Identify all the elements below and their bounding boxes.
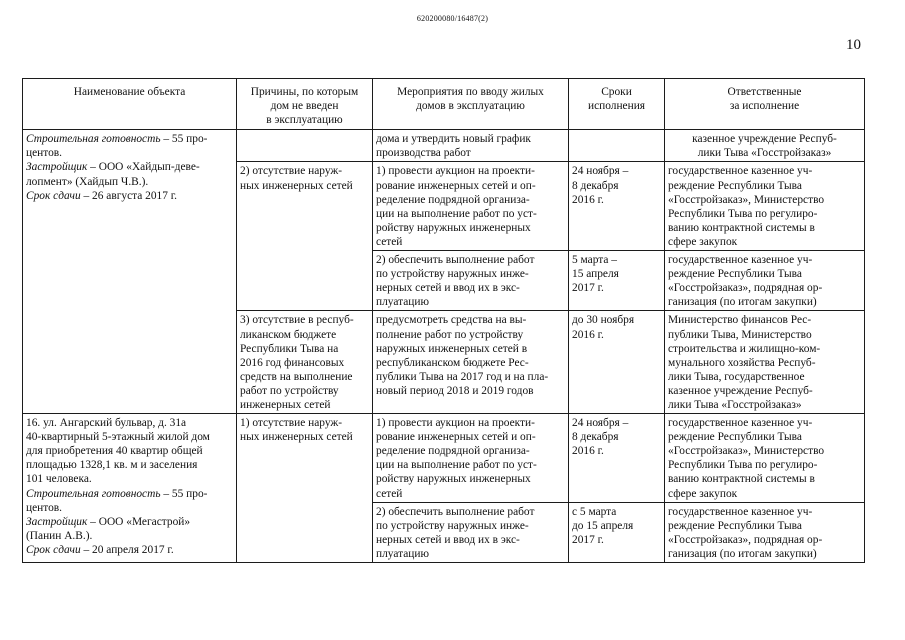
cell-line: рование инженерных сетей и оп- [376, 179, 536, 192]
cell-line: ции на выполнение работ по уст- [376, 207, 537, 220]
responsible-cell [665, 162, 865, 251]
cell-line: 2016 г. [572, 445, 604, 458]
cell-line: 40-квартирный 5-этажный жилой дом [26, 431, 210, 444]
cell-line: сфере закупок [668, 487, 738, 500]
cell-line: в эксплуатацию [266, 114, 343, 127]
cell-line: лики Тыва, государственное [668, 370, 805, 383]
developer-value: – ООО «Мегастрой» [87, 515, 191, 528]
cell-line: сетей [376, 235, 403, 248]
measure-cell [373, 414, 569, 503]
cell-line: нерных сетей и ввод их в экс- [376, 282, 520, 295]
cell-line: полнение работ по устройству [376, 328, 524, 341]
cell-line: государственное казенное уч- [668, 165, 813, 178]
cell-line: 5 марта – [572, 254, 617, 267]
cell-line: работ по устройству [240, 384, 339, 397]
cell-line: 2) обеспечить выполнение работ [376, 505, 535, 518]
term-cell [569, 311, 665, 414]
cell-line: ции на выполнение работ по уст- [376, 459, 537, 472]
responsible-cell [665, 502, 865, 562]
document-id: 620200080/16487(2) [416, 14, 489, 23]
cell-line: ных инженерных сетей [240, 431, 353, 444]
cell-line: Причины, по которым [250, 86, 359, 98]
cell-line: дом не введен [270, 100, 339, 113]
cell-line: 8 декабря [572, 431, 619, 444]
cell-line: реждение Республики Тыва [668, 268, 802, 281]
cell-line: нерных сетей и ввод их в экс- [376, 533, 520, 546]
cell-line: Наименование объекта [73, 86, 186, 98]
cell-line: публики Тыва, Министерство [668, 328, 812, 341]
cell-line: ганизация (по итогам закупки) [668, 547, 817, 560]
cell-line: 8 декабря [572, 179, 619, 192]
cell-line: публики Тыва на 2017 год и на пла- [376, 370, 549, 383]
cell-line: новый период 2018 и 2019 годов [376, 384, 534, 397]
header-responsible [665, 79, 865, 130]
cell-line: Республики Тыва по регулиро- [668, 459, 818, 472]
term-cell [569, 162, 665, 251]
cell-line: 3) отсутствие в респуб- [240, 314, 354, 327]
cell-line: домов в эксплуатацию [416, 100, 525, 113]
cell-line: с 5 марта [572, 505, 617, 518]
cell-line: наружных инженерных сетей в [376, 342, 528, 355]
object-address [26, 416, 233, 486]
developer-label: Застройщик [26, 515, 88, 528]
cell-line: 101 человека. [26, 473, 92, 486]
cell-line: предусмотреть средства на вы- [376, 314, 527, 327]
cell-line: Сроки [601, 86, 632, 98]
reason-cell [237, 130, 373, 162]
cell-line: казенное учреждение Респуб- [668, 384, 813, 397]
table-row [23, 130, 865, 162]
cell-line: сетей [376, 487, 403, 500]
cell-line: до 15 апреля [572, 519, 634, 532]
cell-line: ройству наружных инженерных [376, 473, 531, 486]
cell-line: ганизация (по итогам закупки) [668, 296, 817, 309]
deadline-label: Срок сдачи [26, 543, 81, 556]
cell-line: Ответственные [727, 86, 802, 98]
cell-line: ройству наружных инженерных [376, 221, 531, 234]
cell-line: исполнения [587, 100, 646, 113]
measure-cell [373, 502, 569, 562]
cell-line: Министерство финансов Рес- [668, 314, 812, 327]
reason-cell [237, 162, 373, 311]
cell-line: Республики Тыва на [240, 342, 339, 355]
cell-line: «Госстройзаказ», Министерство [668, 445, 825, 458]
cell-line: реждение Республики Тыва [668, 519, 802, 532]
cell-line: Мероприятия по вводу жилых [397, 86, 544, 98]
cell-line: 24 ноября – [572, 417, 629, 430]
readiness-label: Строительная готовность [26, 133, 161, 146]
cell-line: 2016 год финансовых [240, 356, 345, 369]
cell-line: инженерных сетей [240, 398, 331, 411]
readiness-value: – 55 про- [160, 487, 208, 500]
measure-cell [373, 311, 569, 414]
cell-line: сфере закупок [668, 235, 738, 248]
deadline-label: Срок сдачи [26, 189, 81, 202]
cell-line: 2) обеспечить выполнение работ [376, 254, 535, 267]
term-cell [569, 130, 665, 162]
cell-line: ликанском бюджете [240, 328, 337, 341]
cell-line: 2017 г. [572, 282, 604, 295]
developer-label: Застройщик [26, 161, 88, 174]
term-cell [569, 414, 665, 503]
cell-line: 1) провести аукцион на проекти- [376, 165, 535, 178]
header-measures [373, 79, 569, 130]
cell-line: государственное казенное уч- [668, 505, 813, 518]
measure-cell [373, 162, 569, 251]
cell-line: средств на выполнение [240, 370, 353, 383]
cell-line: площадью 1328,1 кв. м и заселения [26, 459, 198, 472]
cell-line: по устройству наружных инже- [376, 268, 529, 281]
cell-line: лики Тыва «Госстройзаказ» [697, 147, 832, 160]
developer-value: – ООО «Хайдып-деве- [87, 161, 200, 174]
cell-line: республиканском бюджете Рес- [376, 356, 529, 369]
cell-line: 2017 г. [572, 533, 604, 546]
readiness-value-cont: центов. [26, 147, 62, 160]
cell-line: Республики Тыва по регулиро- [668, 207, 818, 220]
cell-line: «Госстройзаказ», Министерство [668, 193, 825, 206]
responsible-cell [665, 130, 865, 162]
cell-line: рование инженерных сетей и оп- [376, 431, 536, 444]
object-cell [23, 414, 237, 563]
cell-line: плуатацию [376, 296, 429, 309]
responsible-cell [665, 251, 865, 311]
header-object-name [23, 79, 237, 130]
cell-line: лики Тыва «Госстройзаказ» [668, 398, 802, 411]
cell-line: государственное казенное уч- [668, 254, 813, 267]
responsible-cell [665, 414, 865, 503]
readiness-value: – 55 про- [160, 133, 208, 146]
page-number: 10 [846, 37, 861, 53]
cell-line: казенное учреждение Респуб- [692, 133, 837, 146]
cell-line: плуатацию [376, 547, 429, 560]
cell-line: ределение подрядной организа- [376, 445, 530, 458]
measure-cell [373, 251, 569, 311]
header-row [23, 79, 865, 130]
developer-value-cont: лопмент» (Хайдып Ч.В.). [26, 175, 149, 188]
header-reasons [237, 79, 373, 130]
cell-line: 2) отсутствие наруж- [240, 165, 343, 178]
events-table [22, 78, 865, 563]
developer-value-cont: (Панин А.В.). [26, 529, 93, 542]
cell-line: ных инженерных сетей [240, 179, 353, 192]
cell-line: производства работ [376, 147, 471, 160]
cell-line: реждение Республики Тыва [668, 179, 802, 192]
cell-line: «Госстройзаказ», подрядная ор- [668, 282, 823, 295]
cell-line: ванию контрактной системы в [668, 473, 815, 486]
cell-line: по устройству наружных инже- [376, 519, 529, 532]
cell-line: 1) провести аукцион на проекти- [376, 417, 535, 430]
cell-line: 2016 г. [572, 328, 604, 341]
object-cell [23, 130, 237, 414]
table-row [23, 414, 865, 503]
reason-cell [237, 414, 373, 563]
deadline-value: – 26 августа 2017 г. [80, 189, 178, 202]
readiness-value-cont: центов. [26, 501, 62, 514]
cell-line: строительства и жилищно-ком- [668, 342, 821, 355]
cell-line: ванию контрактной системы в [668, 221, 815, 234]
cell-line: 2016 г. [572, 193, 604, 206]
header-terms [569, 79, 665, 130]
deadline-value: – 20 апреля 2017 г. [80, 543, 174, 556]
cell-line: 1) отсутствие наруж- [240, 417, 343, 430]
cell-line: мунального хозяйства Респуб- [668, 356, 816, 369]
cell-line: для приобретения 40 квартир общей [26, 445, 203, 458]
cell-line: ределение подрядной организа- [376, 193, 530, 206]
responsible-cell [665, 311, 865, 414]
readiness-label: Строительная готовность [26, 487, 161, 500]
cell-line: 24 ноября – [572, 165, 629, 178]
cell-line: дома и утвердить новый график [376, 133, 531, 146]
cell-line: до 30 ноября [572, 314, 635, 327]
cell-line: государственное казенное уч- [668, 417, 813, 430]
reason-cell [237, 311, 373, 414]
measure-cell [373, 130, 569, 162]
cell-line: за исполнение [729, 100, 800, 113]
cell-line: реждение Республики Тыва [668, 431, 802, 444]
cell-line: «Госстройзаказ», подрядная ор- [668, 533, 823, 546]
cell-line: 15 апреля [572, 268, 619, 281]
cell-line: 16. ул. Ангарский бульвар, д. 31а [26, 417, 187, 430]
term-cell [569, 502, 665, 562]
term-cell [569, 251, 665, 311]
